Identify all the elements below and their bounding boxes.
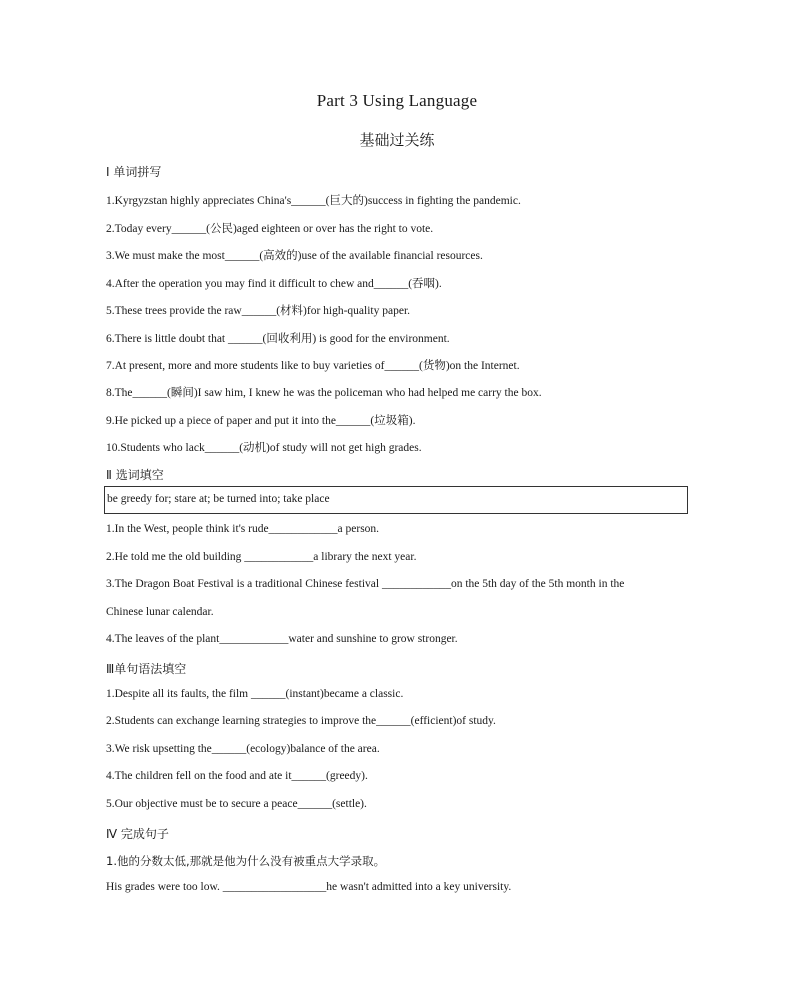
exercise-line: 2.Students can exchange learning strategies to improve the______(efficient)of study. bbox=[106, 715, 496, 727]
page-title: Part 3 Using Language bbox=[316, 91, 478, 110]
exercise-line: 8.The______(瞬间)I saw him, I knew he was the policeman who had helped me carry the box. bbox=[106, 387, 542, 399]
exercise-line: 3.We must make the most______(高效的)use of the available financial resources. bbox=[106, 250, 483, 262]
exercise-line: 10.Students who lack______(动机)of study will not get high grades. bbox=[106, 442, 422, 454]
section-heading-spelling: Ⅰ 单词拼写 bbox=[106, 165, 162, 179]
exercise-line: 3.We risk upsetting the______(ecology)balance of the area. bbox=[106, 743, 380, 755]
exercise-line: 5.Our objective must be to secure a peace______(settle). bbox=[106, 798, 367, 810]
exercise-line: Chinese lunar calendar. bbox=[106, 606, 214, 618]
exercise-line: His grades were too low. __________________he wasn't admitted into a key university. bbox=[106, 881, 512, 893]
exercise-line: 1.他的分数太低,那就是他为什么没有被重点大学录取。 bbox=[106, 854, 386, 868]
exercise-line: 3.The Dragon Boat Festival is a traditional Chinese festival ____________on the 5th day of the 5th month in the bbox=[106, 578, 625, 590]
exercise-line: 4.After the operation you may find it difficult to chew and______(吞咽). bbox=[106, 278, 442, 290]
exercise-line: 5.These trees provide the raw______(材料)for high-quality paper. bbox=[106, 305, 411, 317]
section-heading-word-choice: Ⅱ 选词填空 bbox=[106, 468, 164, 482]
exercise-line: 4.The leaves of the plant____________water and sunshine to grow stronger. bbox=[106, 633, 458, 645]
exercise-line: 1.In the West, people think it's rude____________a person. bbox=[106, 523, 380, 535]
word-bank-box: be greedy for; stare at; be turned into; take place bbox=[104, 486, 688, 514]
exercise-line: 4.The children fell on the food and ate it______(greedy). bbox=[106, 770, 368, 782]
exercise-line: 2.Today every______(公民)aged eighteen or over has the right to vote. bbox=[106, 223, 434, 235]
page-subtitle: 基础过关练 bbox=[359, 131, 435, 149]
exercise-line: 7.At present, more and more students like to buy varieties of______(货物)on the Internet. bbox=[106, 360, 520, 372]
exercise-line: 6.There is little doubt that ______(回收利用) is good for the environment. bbox=[106, 333, 450, 345]
exercise-line: 1.Kyrgyzstan highly appreciates China's______(巨大的)success in fighting the pandemic. bbox=[106, 195, 521, 207]
exercise-line: 2.He told me the old building ____________a library the next year. bbox=[106, 551, 417, 563]
section-heading-complete-sentences: Ⅳ 完成句子 bbox=[106, 827, 169, 841]
section-heading-grammar: Ⅲ单句语法填空 bbox=[106, 662, 187, 676]
exercise-line: 1.Despite all its faults, the film ______(instant)became a classic. bbox=[106, 688, 404, 700]
exercise-line: 9.He picked up a piece of paper and put it into the______(垃圾箱). bbox=[106, 415, 416, 427]
